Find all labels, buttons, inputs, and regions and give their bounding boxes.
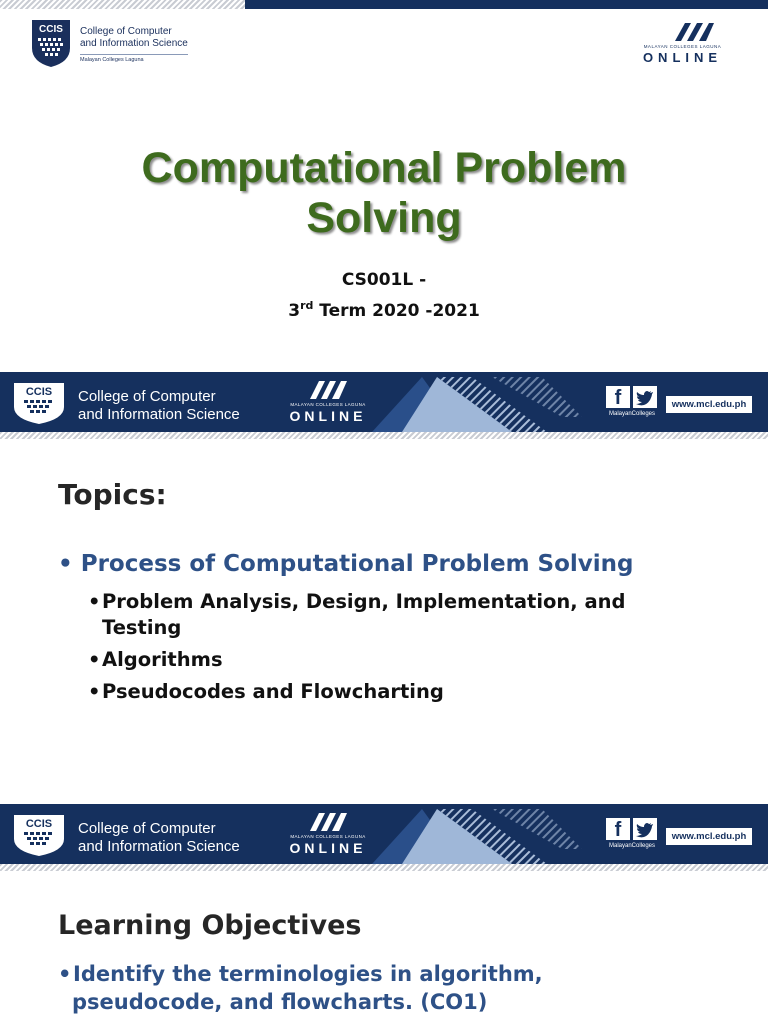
sub-bullet: •Problem Analysis, Design, Implementation, and Testing	[88, 590, 626, 639]
objective-text-line1: Identify the terminologies in algorithm,	[73, 962, 543, 986]
slide-title	[0, 143, 768, 243]
svg-text:CCIS: CCIS	[39, 24, 63, 35]
banner-hatch-stripe	[0, 432, 768, 439]
facebook-icon: f	[606, 386, 630, 408]
term-line	[0, 299, 768, 321]
banner-mcl-logo	[280, 810, 376, 860]
ccis-banner	[0, 372, 768, 432]
social-label: MalayanColleges	[608, 411, 656, 417]
website-url: www.mcl.edu.ph	[666, 828, 752, 845]
mcl-mark-icon	[673, 22, 715, 42]
title-slide	[0, 0, 768, 372]
twitter-icon	[633, 386, 657, 408]
ccis-shield-icon	[12, 381, 66, 425]
sub-bullet-text-cont: Testing	[102, 616, 182, 639]
bullet-main-text: Process of Computational Problem Solving	[80, 551, 634, 577]
ccis-shield-icon	[30, 18, 72, 68]
banner-mcl-online: ONLINE	[289, 840, 367, 856]
bullet-main: • Process of Computational Problem Solving	[58, 551, 634, 577]
ccis-line2: and Information Science	[80, 38, 188, 49]
website-url: www.mcl.edu.ph	[666, 396, 752, 413]
sub-bullet: •Pseudocodes and Flowcharting	[88, 680, 444, 703]
social-label: MalayanColleges	[608, 843, 656, 849]
banner-mcl-small: MALAYAN COLLEGES LAGUNA	[290, 834, 366, 839]
banner-graphic	[372, 372, 602, 432]
banner-graphic	[372, 804, 602, 864]
learning-objectives-heading: Learning Objectives	[58, 910, 362, 941]
twitter-icon	[633, 818, 657, 840]
banner-mcl-online: ONLINE	[289, 408, 367, 424]
banner-ccis-line2: and Information Science	[78, 838, 240, 855]
banner-ccis-line1: College of Computer	[78, 388, 216, 405]
objective-text-line2: pseudocode, and flowcharts. (CO1)	[72, 990, 488, 1014]
sub-bullet: •Algorithms	[88, 648, 223, 671]
mcl-mark-icon	[308, 812, 348, 832]
ccis-banner	[0, 804, 768, 864]
term-rest: Term 2020 -2021	[313, 301, 480, 321]
mcl-online-logo	[620, 20, 745, 70]
term-number: 3	[288, 301, 301, 321]
ccis-shield-icon	[12, 813, 66, 857]
top-hatch-stripe	[0, 0, 245, 9]
svg-text:CCIS: CCIS	[25, 818, 53, 830]
banner-ccis-line2: and Information Science	[78, 406, 240, 423]
banner-ccis-line1: College of Computer	[78, 820, 216, 837]
ccis-logo	[26, 16, 188, 76]
mcl-small-text: MALAYAN COLLEGES LAGUNA	[643, 44, 722, 49]
title-line1: Computational Problem	[141, 144, 627, 192]
social-icons	[604, 816, 660, 856]
sub-bullet-text: Problem Analysis, Design, Implementation, and	[102, 590, 626, 613]
ccis-line3: Malayan Colleges Laguna	[80, 57, 144, 63]
banner-hatch-stripe	[0, 864, 768, 871]
title-line2: Solving	[306, 194, 462, 242]
facebook-icon: f	[606, 818, 630, 840]
social-icons	[604, 384, 660, 424]
svg-text:CCIS: CCIS	[25, 386, 53, 398]
topics-heading: Topics:	[58, 478, 167, 511]
banner-mcl-small: MALAYAN COLLEGES LAGUNA	[290, 402, 366, 407]
top-navy-bar	[245, 0, 768, 9]
ccis-line1: College of Computer	[80, 26, 172, 37]
course-code: CS001L -	[341, 270, 427, 290]
mcl-mark-icon	[308, 380, 348, 400]
term-suffix: rd	[300, 299, 314, 312]
objective-bullet: •Identify the terminologies in algorithm, pseudocode, and flowcharts. (CO1)	[58, 962, 543, 1014]
mcl-online-text: ONLINE	[642, 50, 723, 65]
ccis-divider	[80, 54, 188, 55]
banner-mcl-logo	[280, 378, 376, 428]
sub-bullet-text: Algorithms	[102, 648, 223, 671]
sub-bullet-text: Pseudocodes and Flowcharting	[102, 680, 444, 703]
